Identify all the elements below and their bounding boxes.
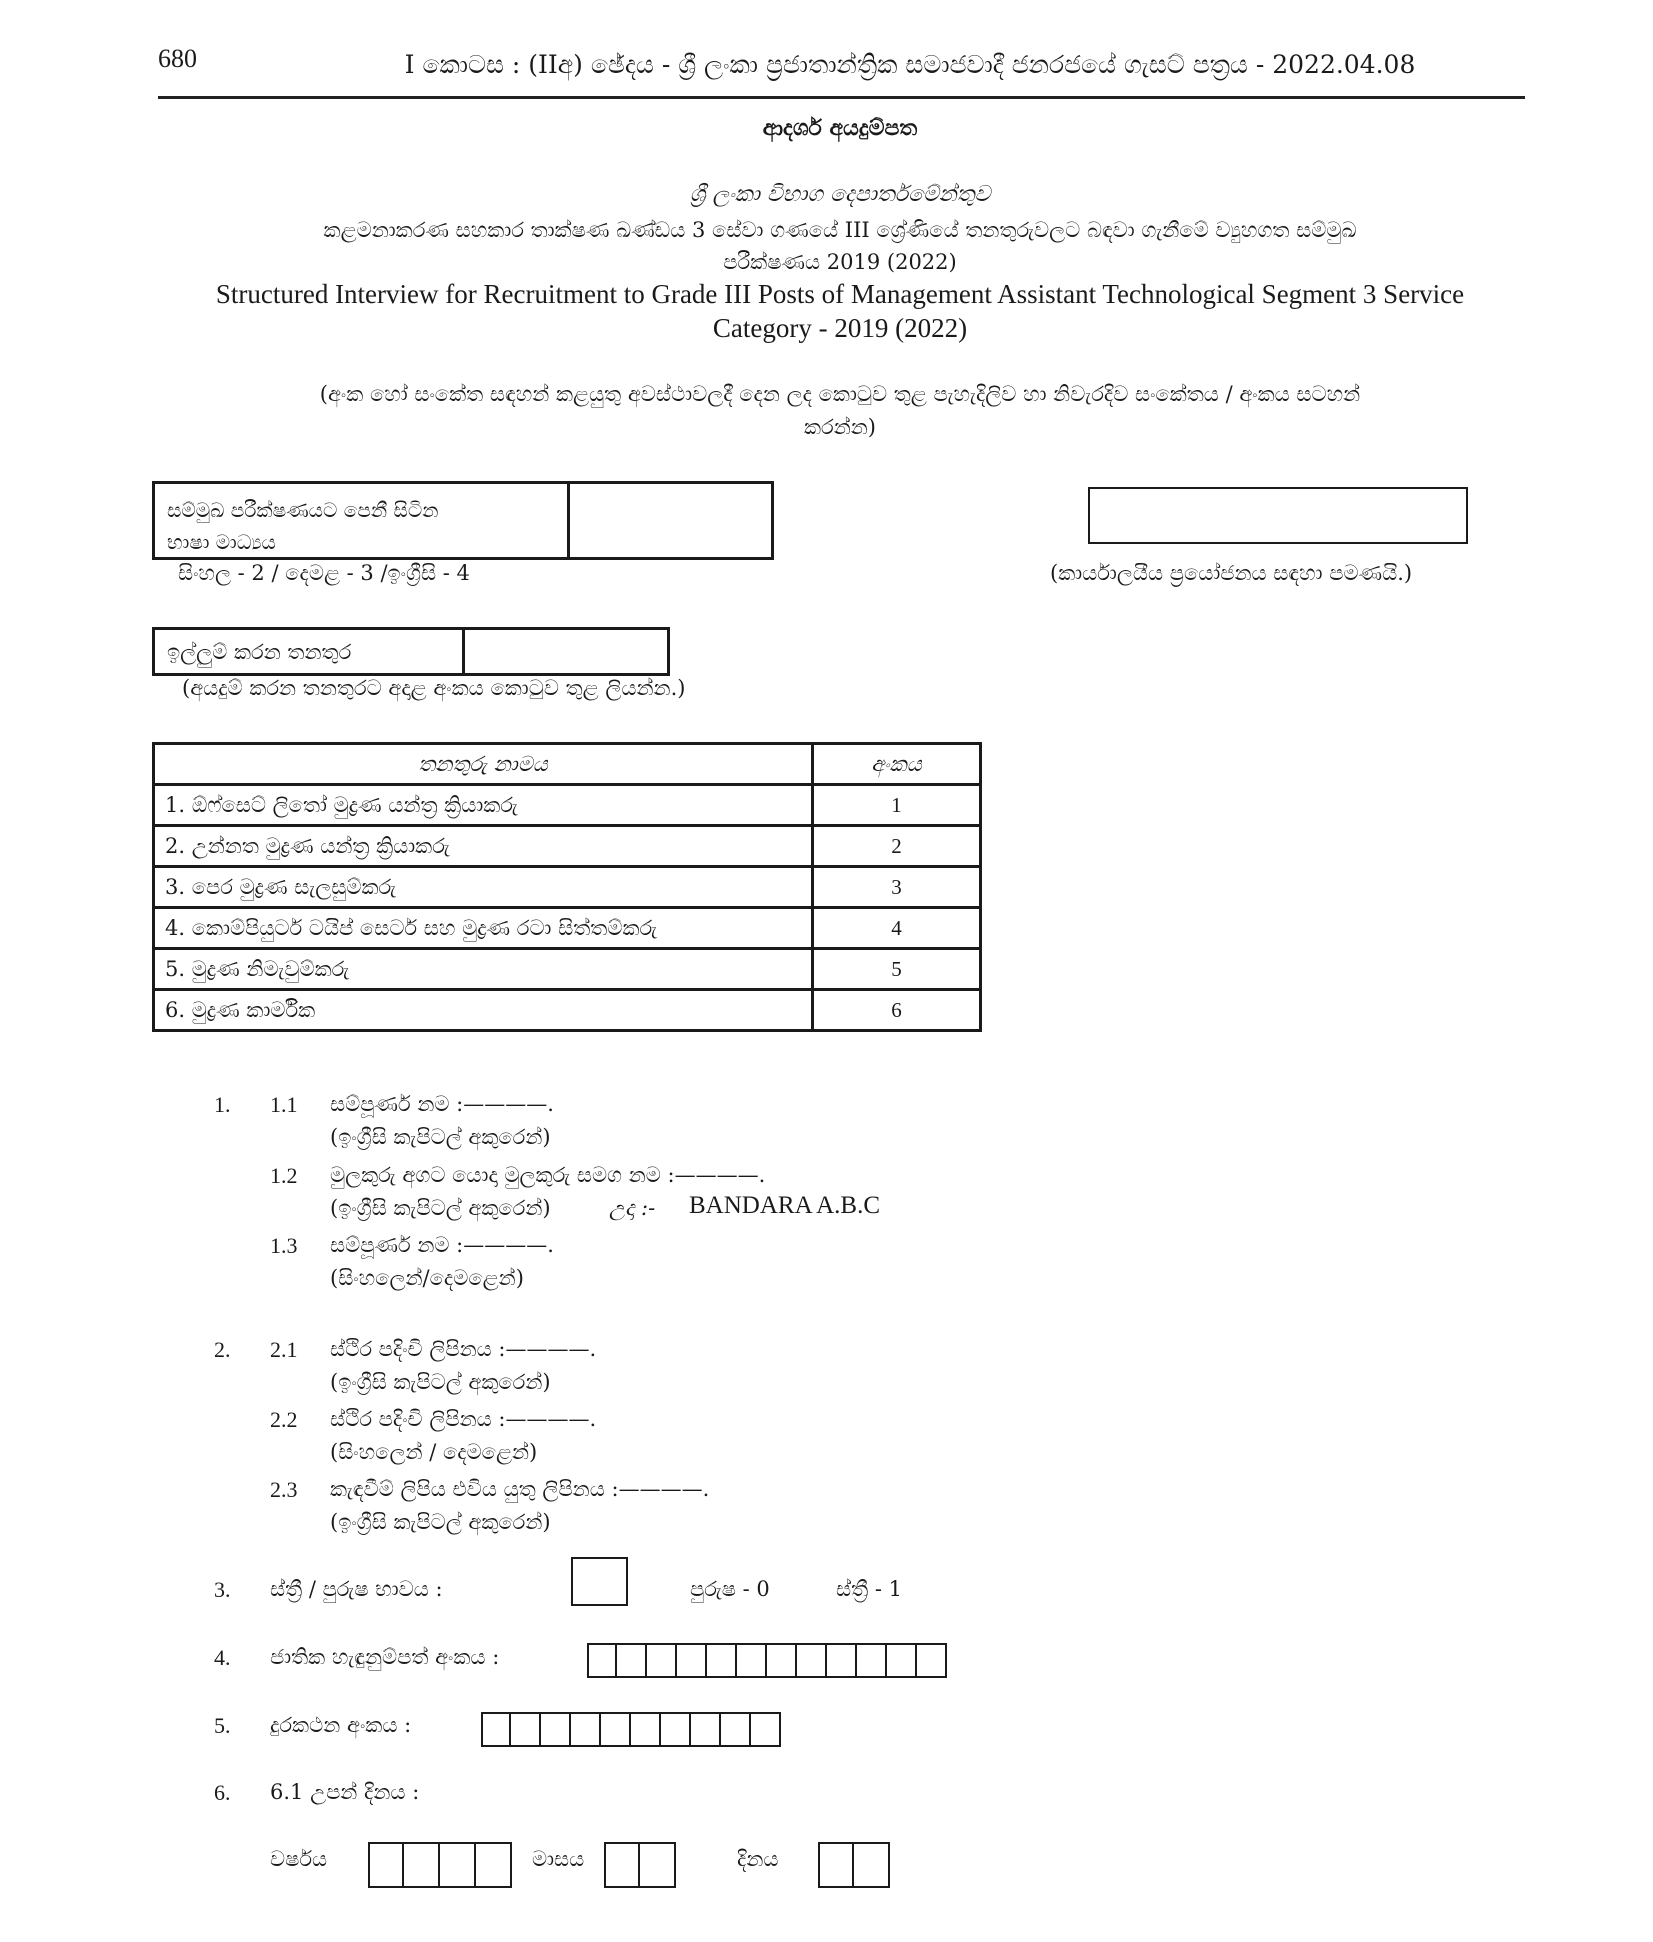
post-code: 4 [813, 908, 981, 949]
form-title: ආදර්ශ අයදුම්පත [762, 115, 918, 141]
q1-2-number: 1.2 [270, 1163, 298, 1188]
q2-2-permanent-address-field[interactable]: ස්ථිර පදිංචි ලිපිනය :————. [330, 1407, 597, 1431]
q2-1-hint: (ඉංග්‍රීසි කැපිටල් අකුරෙන්) [330, 1370, 551, 1394]
q6-day-label: දිනය [737, 1847, 779, 1871]
q1-2-name-with-initials-field[interactable]: මුලකුරු අගට යොදා මුලකුරු සමග නම :————. [330, 1163, 766, 1187]
q2-1-permanent-address-field[interactable]: ස්ථිර පදිංචි ලිපිනය :————. [330, 1337, 597, 1361]
table-header-row [154, 744, 981, 785]
digit-box[interactable] [827, 1643, 857, 1678]
post-name: 6. මුද්‍රණ කාර්මික [154, 990, 813, 1031]
english-title-line1: Structured Interview for Recruitment to Grade III Posts of Management Assistant Technological Segment 3 Service [215, 279, 1465, 309]
q1-2-hint: (ඉංග්‍රීසි කැපිටල් අකුරෙන්) [330, 1196, 551, 1220]
medium-label [155, 484, 570, 557]
q6-year-label: වර්ෂය [270, 1847, 328, 1871]
digit-box[interactable] [737, 1643, 767, 1678]
q2-3-mailing-address-field[interactable]: කැඳවීම් ලිපිය එවිය යුතු ලිපිනය :————. [330, 1477, 710, 1501]
q1-1-number: 1.1 [270, 1092, 298, 1117]
q3-female-code: ස්ත්‍රී - 1 [836, 1577, 902, 1601]
digit-box[interactable] [917, 1643, 947, 1678]
q1-3-full-name-field[interactable]: සම්පූර්ණ නම :————. [330, 1233, 554, 1257]
q3-gender-label: ස්ත්‍රී / පුරුෂ භාවය : [270, 1577, 443, 1601]
q1-number: 1. [214, 1092, 231, 1117]
q1-1-full-name-field[interactable]: සම්පූර්ණ නම :————. [330, 1092, 554, 1116]
q2-number: 2. [214, 1337, 231, 1362]
digit-box[interactable] [767, 1643, 797, 1678]
post-name: 5. මුද්‍රණ නිමැවුම්කරු [154, 949, 813, 990]
q3-number: 3. [214, 1577, 231, 1602]
post-code-header: අංකය [813, 744, 981, 785]
post-list-table [152, 742, 982, 1032]
post-applied-entry-field[interactable] [465, 630, 667, 673]
q4-number: 4. [214, 1645, 231, 1670]
digit-box[interactable] [404, 1842, 440, 1888]
table-row [154, 990, 981, 1031]
digit-box[interactable] [631, 1712, 661, 1747]
english-title-line2: Category - 2019 (2022) [712, 313, 968, 343]
q1-1-hint: (ඉංග්‍රීසි කැපිටල් අකුරෙන්) [330, 1125, 551, 1149]
digit-box[interactable] [677, 1643, 707, 1678]
q2-2-number: 2.2 [270, 1407, 298, 1432]
department-name: ශ්‍රී ලංකා විභාග දෙපාර්තමේන්තුව [689, 182, 991, 207]
digit-box[interactable] [854, 1842, 890, 1888]
q6-month-label: මාසය [532, 1847, 585, 1871]
q6-birth-date-label: 6.1 උපන් දිනය : [270, 1780, 420, 1804]
digit-box[interactable] [481, 1712, 511, 1747]
q2-2-hint: (සිංහලෙන් / දෙමළෙන්) [330, 1440, 538, 1464]
q3-gender-entry-box[interactable] [571, 1557, 628, 1606]
q6-year-boxes [368, 1842, 512, 1888]
digit-box[interactable] [587, 1643, 617, 1678]
post-name: 2. උන්නත මුද්‍රණ යන්ත්‍ර ක්‍රියාකරු [154, 826, 813, 867]
medium-codes: සිංහල - 2 / දෙමළ - 3 /ඉංග්‍රීසි - 4 [178, 561, 470, 585]
digit-box[interactable] [440, 1842, 476, 1888]
post-code: 6 [813, 990, 981, 1031]
digit-box[interactable] [857, 1643, 887, 1678]
instructions-line1: (අංක හෝ සංකේත සඳහන් කළයුතු අවස්ථාවලදී දෙන ලද කොටුව තුළ පැහැදිලිව හා නිවැරදිව සංකේතය / අංකය සටහන් [319, 382, 1361, 406]
table-row [154, 867, 981, 908]
digit-box[interactable] [647, 1643, 677, 1678]
table-row [154, 949, 981, 990]
post-code: 2 [813, 826, 981, 867]
sinhala-title-line2: පරීක්ෂණය 2019 (2022) [723, 250, 957, 274]
digit-box[interactable] [721, 1712, 751, 1747]
q6-number: 6. [214, 1780, 231, 1805]
table-row [154, 908, 981, 949]
digit-box[interactable] [541, 1712, 571, 1747]
medium-box [152, 481, 774, 560]
digit-box[interactable] [601, 1712, 631, 1747]
digit-box[interactable] [887, 1643, 917, 1678]
q6-day-boxes [818, 1842, 890, 1888]
digit-box[interactable] [511, 1712, 541, 1747]
table-row [154, 785, 981, 826]
q1-3-hint: (සිංහලෙන්/දෙමළෙන්) [330, 1266, 524, 1290]
post-name: 1. ඕෆ්සෙට් ලිතෝ මුද්‍රණ යන්ත්‍ර ක්‍රියාකරු [154, 785, 813, 826]
q2-3-number: 2.3 [270, 1477, 298, 1502]
digit-box[interactable] [368, 1842, 404, 1888]
post-applied-box [152, 627, 670, 676]
table-row [154, 826, 981, 867]
digit-box[interactable] [604, 1842, 640, 1888]
post-applied-label: ඉල්ලුම් කරන තනතුර [155, 630, 465, 673]
page-number: 680 [158, 44, 197, 73]
instructions-line2: කරන්න) [803, 415, 877, 439]
post-code: 5 [813, 949, 981, 990]
header-rule [158, 96, 1525, 99]
q2-1-number: 2.1 [270, 1337, 298, 1362]
post-code: 3 [813, 867, 981, 908]
q4-nic-label: ජාතික හැඳුනුම්පත් අංකය : [270, 1645, 500, 1669]
office-use-box[interactable] [1088, 487, 1468, 544]
post-code: 1 [813, 785, 981, 826]
digit-box[interactable] [617, 1643, 647, 1678]
post-name: 4. කොම්පියුටර් ටයිප් සෙටර් සහ මුද්‍රණ රටා සිත්තම්කරු [154, 908, 813, 949]
post-name: 3. පෙර මුද්‍රණ සැලසුම්කරු [154, 867, 813, 908]
medium-entry-field[interactable] [570, 484, 771, 557]
digit-box[interactable] [751, 1712, 781, 1747]
running-head: I කොටස : (IIඅ) ඡේදය - ශ්‍රී ලංකා ප්‍රජාතාන්ත්‍රික සමාජවාදී ජනරජයේ ගැසට් පත්‍රය - 2022.04.08 [404, 50, 1416, 79]
office-use-note: (කාර්යාලයීය ප්‍රයෝජනය සඳහා පමණයි.) [1050, 561, 1413, 585]
q5-phone-label: දුරකථන අංකය : [270, 1713, 412, 1737]
q6-month-boxes [604, 1842, 676, 1888]
digit-box[interactable] [571, 1712, 601, 1747]
q4-nic-digit-boxes [587, 1643, 947, 1678]
digit-box[interactable] [476, 1842, 512, 1888]
medium-label-line1: සම්මුඛ පරීක්ෂණයට පෙනී සිටින [167, 498, 439, 522]
sinhala-title-line1: කළමනාකරණ සහකාර තාක්ෂණ ඛණ්ඩය 3 සේවා ගණයේ III ශ්‍රේණියේ තනතුරුවලට බඳවා ගැනීමේ ව්‍යුහගත සම්මුඛ [323, 218, 1357, 242]
q5-number: 5. [214, 1713, 231, 1738]
q2-3-hint: (ඉංග්‍රීසි කැපිටල් අකුරෙන්) [330, 1510, 551, 1534]
digit-box[interactable] [640, 1842, 676, 1888]
q1-2-example-label: උදා :- [609, 1196, 656, 1220]
medium-label-line2: භාෂා මාධ්‍යය [167, 530, 276, 554]
q3-male-code: පුරුෂ - 0 [690, 1577, 770, 1601]
post-applied-note: (අයදුම් කරන තනතුරට අදාළ අංකය කොටුව තුළ ලියන්න.) [182, 676, 686, 700]
digit-box[interactable] [818, 1842, 854, 1888]
q1-2-example: BANDARA A.B.C [689, 1192, 881, 1219]
q1-3-number: 1.3 [270, 1233, 298, 1258]
digit-box[interactable] [797, 1643, 827, 1678]
q5-phone-digit-boxes [481, 1712, 781, 1747]
digit-box[interactable] [707, 1643, 737, 1678]
post-name-header: තනතුරු නාමය [154, 744, 813, 785]
digit-box[interactable] [691, 1712, 721, 1747]
digit-box[interactable] [661, 1712, 691, 1747]
